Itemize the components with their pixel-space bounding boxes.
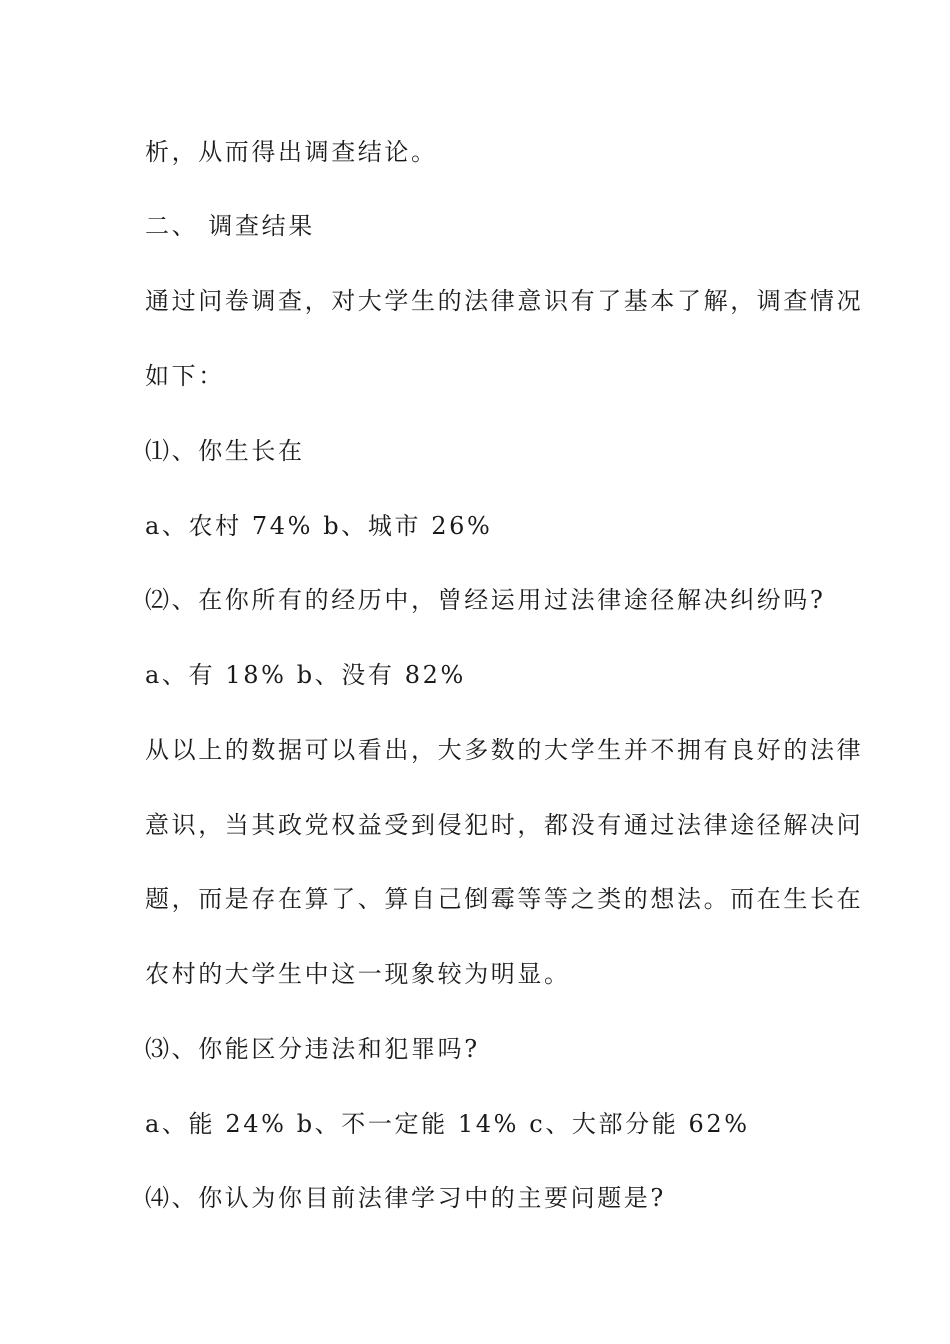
paragraph-line: 意识，当其政党权益受到侵犯时，都没有通过法律途径解决问 [145, 811, 864, 839]
survey-question: ⑶、你能区分违法和犯罪吗? [145, 1035, 480, 1063]
survey-answers: a、有 18% b、没有 82% [145, 661, 466, 689]
paragraph-line: 通过问卷调查，对大学生的法律意识有了基本了解，调查情况 [145, 287, 864, 315]
survey-question: ⑴、你生长在 [145, 437, 305, 465]
paragraph-line: 析，从而得出调查结论。 [145, 138, 438, 166]
section-heading: 二、 调查结果 [145, 212, 315, 240]
survey-question: ⑵、在你所有的经历中，曾经运用过法律途径解决纠纷吗? [145, 586, 826, 614]
survey-answers: a、农村 74% b、城市 26% [145, 512, 493, 540]
paragraph-line: 从以上的数据可以看出，大多数的大学生并不拥有良好的法律 [145, 736, 864, 764]
paragraph-line: 农村的大学生中这一现象较为明显。 [145, 960, 571, 988]
survey-question: ⑷、你认为你目前法律学习中的主要问题是? [145, 1184, 666, 1212]
paragraph-line: 如下： [145, 362, 225, 390]
survey-answers: a、能 24% b、不一定能 14% c、大部分能 62% [145, 1110, 750, 1138]
paragraph-line: 题，而是存在算了、算自己倒霉等等之类的想法。而在生长在 [145, 885, 864, 913]
